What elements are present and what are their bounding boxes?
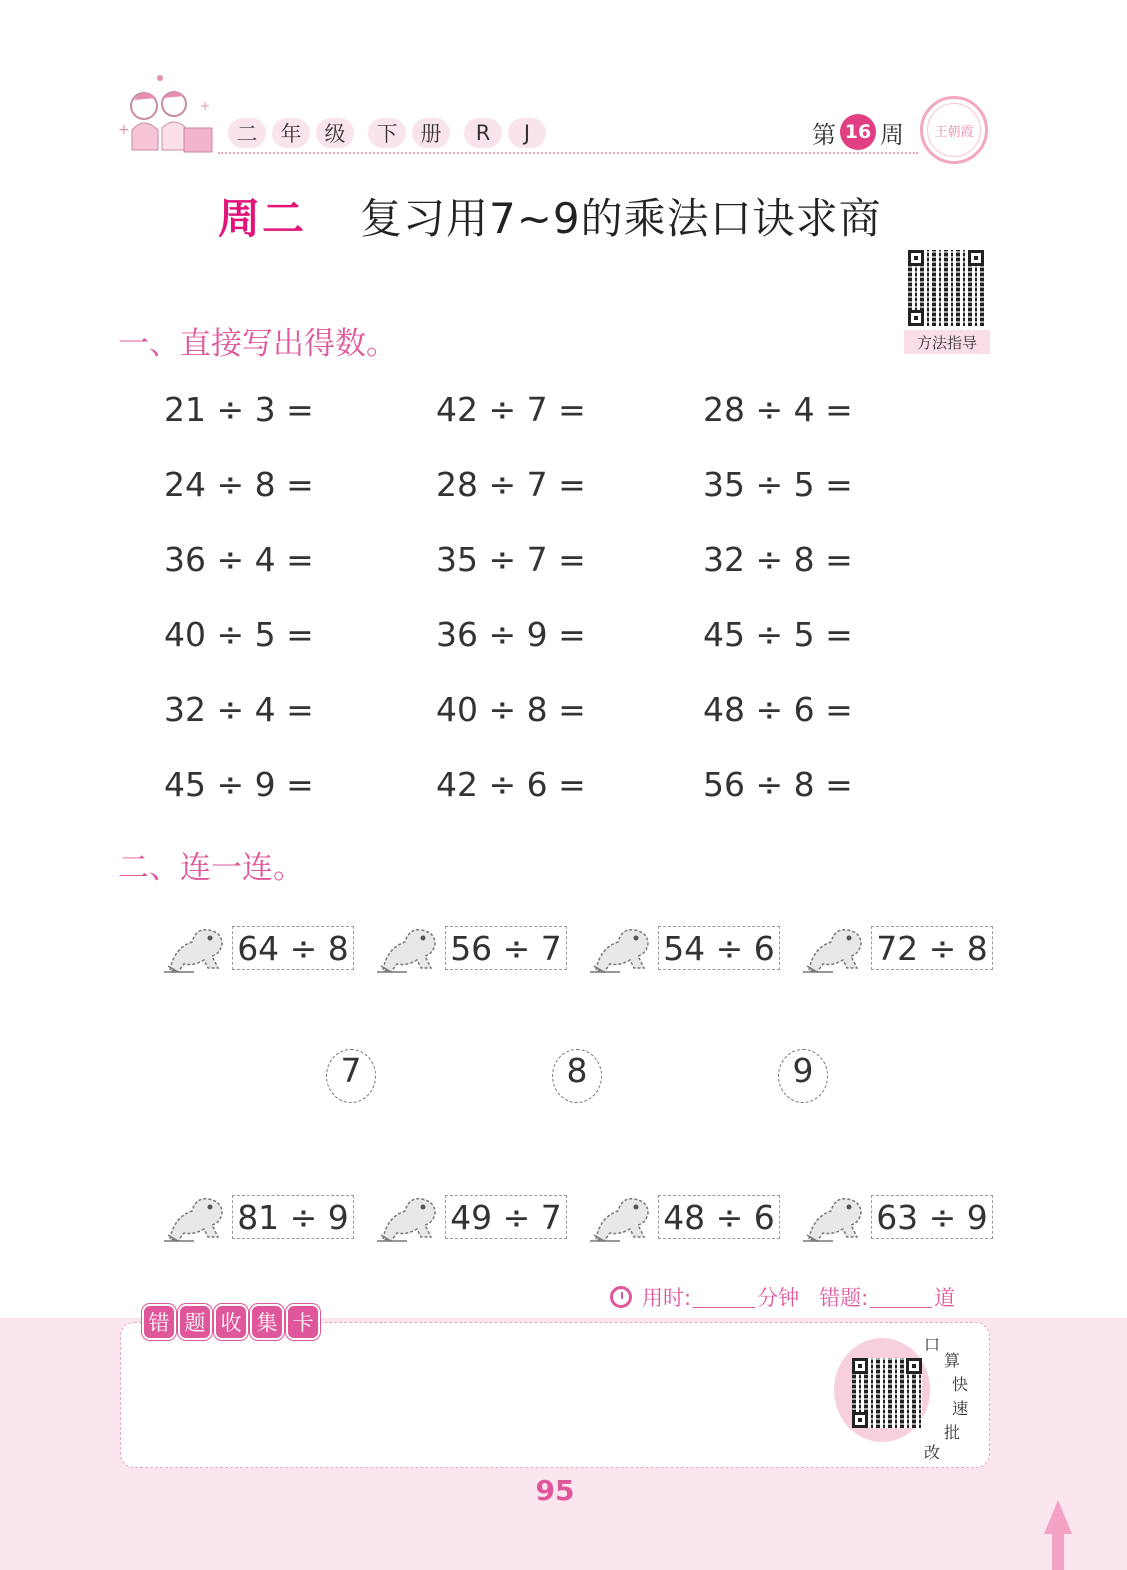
division-expression: 72 ÷ 8: [871, 926, 993, 970]
division-expression: 49 ÷ 7: [445, 1195, 567, 1239]
card-title: [142, 1304, 320, 1340]
frog-icon: [164, 920, 234, 976]
equation: 48 ÷ 6 =: [703, 690, 853, 729]
answer-value: 7: [340, 1051, 362, 1090]
qr-side-text: 改: [924, 1443, 941, 1462]
section2-title: 二、连一连。: [118, 850, 304, 886]
header-divider: [218, 152, 918, 154]
equation: 24 ÷ 8 =: [164, 465, 314, 504]
card-title-char: 集: [250, 1304, 284, 1340]
equation: 40 ÷ 5 =: [164, 615, 314, 654]
card-title-char: 卡: [286, 1304, 320, 1340]
equation: 42 ÷ 6 =: [436, 765, 586, 804]
division-expression: 48 ÷ 6: [658, 1195, 780, 1239]
title-day: 周二: [218, 194, 307, 243]
division-expression: 64 ÷ 8: [232, 926, 354, 970]
equation: 45 ÷ 9 =: [164, 765, 314, 804]
equation: 42 ÷ 7 =: [436, 390, 586, 429]
frog-card[interactable]: [377, 1187, 572, 1247]
equation: 32 ÷ 8 =: [703, 540, 853, 579]
arrow-stem: [1052, 1530, 1064, 1570]
equation: 36 ÷ 4 =: [164, 540, 314, 579]
frog-card[interactable]: [377, 918, 572, 978]
seal-text: 王朝霞: [934, 124, 974, 140]
answer-value: 9: [792, 1051, 814, 1090]
qr-code-icon[interactable]: [908, 250, 984, 326]
week-prefix: 第: [812, 120, 836, 149]
errors-unit: 道: [934, 1286, 956, 1310]
qr-side-text: 口: [924, 1335, 941, 1354]
grade-chip: 册: [412, 118, 450, 148]
week-number-badge: 16: [840, 114, 876, 150]
qr-side-text: 批: [944, 1423, 961, 1442]
frog-card[interactable]: [803, 918, 998, 978]
qr-side-text: 速: [952, 1399, 969, 1418]
section1-title: 一、直接写出得数。: [118, 326, 397, 362]
week-label: [812, 114, 904, 150]
equation: 35 ÷ 7 =: [436, 540, 586, 579]
frog-icon: [803, 920, 873, 976]
frog-icon: [590, 1189, 660, 1245]
equation: 21 ÷ 3 =: [164, 390, 314, 429]
time-unit: 分钟: [757, 1286, 800, 1310]
equation: 56 ÷ 8 =: [703, 765, 853, 804]
grade-chip: J: [508, 118, 546, 148]
equation: 40 ÷ 8 =: [436, 690, 586, 729]
qr-side-text: 算: [944, 1351, 961, 1370]
answer-bubble[interactable]: [320, 1045, 382, 1107]
arrow-up-icon: [1044, 1500, 1072, 1534]
page-title: 复习用7~9的乘法口诀求商: [360, 194, 882, 243]
equation: 28 ÷ 4 =: [703, 390, 853, 429]
card-title-char: 错: [142, 1304, 176, 1340]
division-expression: 54 ÷ 6: [658, 926, 780, 970]
seal-inner: [927, 103, 981, 157]
answer-bubble[interactable]: [546, 1045, 608, 1107]
author-seal: [920, 96, 988, 164]
page-number: 95: [535, 1474, 575, 1507]
frog-card[interactable]: [164, 1187, 359, 1247]
division-expression: 56 ÷ 7: [445, 926, 567, 970]
kids-illustration: [114, 70, 222, 160]
equation: 36 ÷ 9 =: [436, 615, 586, 654]
time-label: 用时:: [642, 1286, 692, 1310]
time-blank[interactable]: [693, 1287, 755, 1308]
frog-icon: [377, 920, 447, 976]
division-expression: 81 ÷ 9: [232, 1195, 354, 1239]
answer-value: 8: [566, 1051, 588, 1090]
frog-card[interactable]: [590, 918, 785, 978]
frog-icon: [803, 1189, 873, 1245]
frog-card[interactable]: [164, 918, 359, 978]
grade-chip: 下: [368, 118, 406, 148]
grade-label: [228, 116, 546, 150]
week-suffix: 周: [880, 120, 904, 149]
frog-card[interactable]: [803, 1187, 998, 1247]
qr-side-text: 快: [952, 1375, 969, 1394]
grade-chip: 年: [272, 118, 310, 148]
frog-icon: [590, 920, 660, 976]
grade-chip: 级: [316, 118, 354, 148]
frog-card[interactable]: [590, 1187, 785, 1247]
grade-chip: R: [464, 118, 502, 148]
equation: 35 ÷ 5 =: [703, 465, 853, 504]
grade-chip: 二: [228, 118, 266, 148]
svg-text:+: +: [200, 99, 211, 113]
frog-icon: [164, 1189, 234, 1245]
division-expression: 63 ÷ 9: [871, 1195, 993, 1239]
equation: 28 ÷ 7 =: [436, 465, 586, 504]
card-title-char: 收: [214, 1304, 248, 1340]
qr-label: 方法指导: [904, 330, 990, 354]
errors-label: 错题:: [819, 1286, 869, 1310]
answer-bubble[interactable]: [772, 1045, 834, 1107]
frog-icon: [377, 1189, 447, 1245]
equation: 45 ÷ 5 =: [703, 615, 853, 654]
clock-icon: [610, 1286, 632, 1308]
errors-blank[interactable]: [870, 1287, 932, 1308]
qr-code-icon[interactable]: [852, 1358, 922, 1428]
timer-row: [610, 1282, 955, 1312]
equation: 32 ÷ 4 =: [164, 690, 314, 729]
card-title-char: 题: [178, 1304, 212, 1340]
svg-text:+: +: [118, 122, 130, 138]
